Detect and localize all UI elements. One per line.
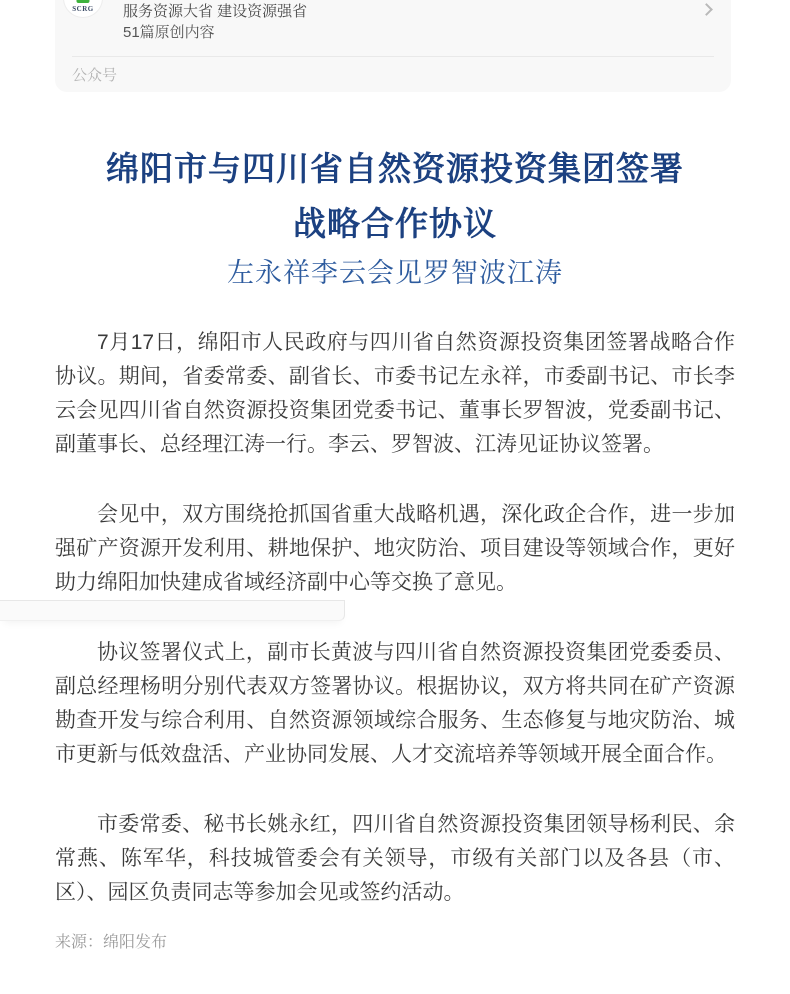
green-leaf-icon [77,0,90,3]
article-title-line2: 战略合作协议 [293,205,497,242]
article-paragraph: 协议签署仪式上，副市长黄波与四川省自然资源投资集团党委委员、副总经理杨明分别代表双方签署协议。根据协议，双方将共同在矿产资源勘查开发与综合利用、自然资源领域综合服务、生态修复与地灾防治、城市更新与低效盘活、产业协同发展、人才交流培养等领域开展全面合作。 [55,641,735,766]
article-source: 来源：绵阳发布 [55,934,168,951]
card-divider [72,56,714,57]
account-name: 服务资源大省 建设资源强省 [123,3,308,20]
account-original-count: 51篇原创内容 [123,24,215,41]
account-avatar[interactable] [63,0,103,18]
partial-element-band [0,600,345,621]
chevron-right-icon[interactable] [700,3,713,16]
article-subtitle: 左永祥李云会见罗智波江涛 [227,258,563,288]
avatar-logo-text: SCRG [72,5,94,13]
article-title-line1: 绵阳市与四川省自然资源投资集团签署 [106,150,684,187]
article-title [55,141,735,251]
article-paragraph: 7月17日，绵阳市人民政府与四川省自然资源投资集团签署战略合作协议。期间，省委常委、副省长、市委书记左永祥，市委副书记、市长李云会见四川省自然资源投资集团党委书记、董事长罗智波，党委副书记、副董事长、总经理江涛一行。李云、罗智波、江涛见证协议签署。 [55,331,735,456]
account-type-label: 公众号 [72,67,118,84]
official-account-card[interactable] [55,0,731,92]
article-body [55,92,735,954]
article-paragraph: 会见中，双方围绕抢抓国省重大战略机遇，深化政企合作，进一步加强矿产资源开发利用、耕地保护、地灾防治、项目建设等领域合作，更好助力绵阳加快建成省域经济副中心等交换了意见。 [55,503,735,594]
article-paragraph: 市委常委、秘书长姚永红，四川省自然资源投资集团领导杨利民、余常燕、陈军华，科技城管委会有关领导，市级有关部门以及各县（市、区）、园区负责同志等参加会见或签约活动。 [55,813,735,904]
